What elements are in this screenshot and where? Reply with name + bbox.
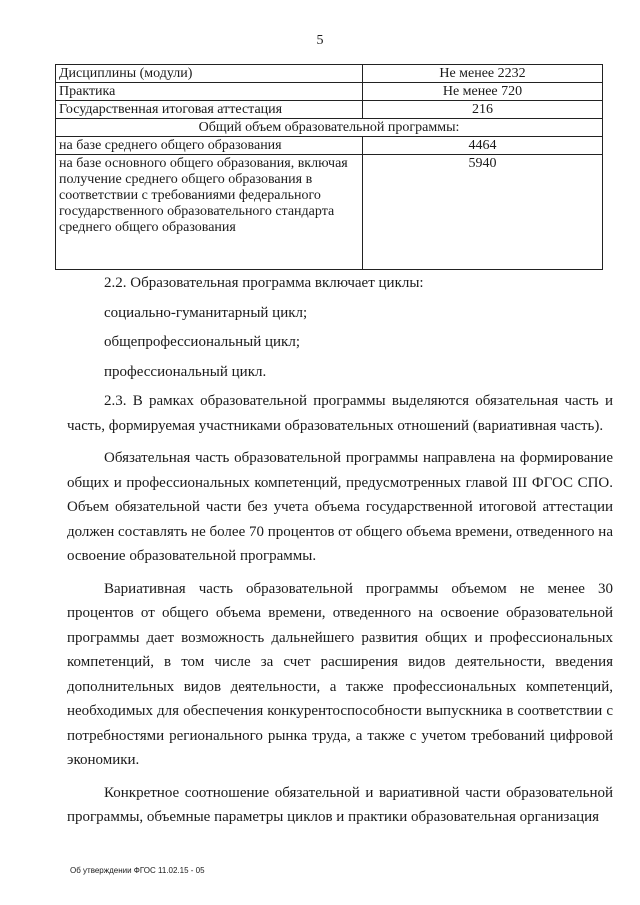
table-row — [56, 101, 603, 119]
table-cell-label: Дисциплины (модули) — [56, 65, 363, 83]
table-cell-value: 216 — [363, 101, 603, 119]
table-cell-label: Государственная итоговая аттестация — [56, 101, 363, 119]
paragraph: Вариативная часть образовательной программы объемом не менее 30 процентов от общего объема времени, отведенного на освоение образовательной программы дает возможность дальнейшего развития общих и профессиональных компетенций, в том числе за счет расширения видов деятельности, введения дополнительных видов деятельности, а также профессиональных компетенций, необходимых для обеспечения конкурентоспособности выпускника в соответствии с потребностями регионального рынка труда, а также с учетом требований цифровой экономики. — [67, 580, 613, 768]
paragraph: Конкретное соотношение обязательной и вариативной части образовательной программы, объемные параметры циклов и практики образовательная организация — [67, 784, 613, 825]
paragraph: 2.2. Образовательная программа включает циклы: — [104, 275, 424, 291]
credit-table — [55, 64, 603, 270]
list-item: общепрофессиональный цикл; — [104, 334, 300, 350]
footer-note: Об утверждении ФГОС 11.02.15 - 05 — [70, 866, 205, 875]
document-body — [67, 271, 613, 830]
table-cell-label: на базе среднего общего образования — [56, 137, 363, 155]
table-row — [56, 65, 603, 83]
table-cell-value: 5940 — [363, 155, 603, 270]
paragraph: Обязательная часть образовательной программы направлена на формирование общих и профессиональных компетенций, предусмотренных главой III ФГОС СПО. Объем обязательной части без учета объема государственной итоговой аттестации должен составлять не более 70 процентов от общего объема времени, отведенного на освоение образовательной программы. — [67, 450, 613, 564]
table-row — [56, 119, 603, 137]
table-cell-value: 4464 — [363, 137, 603, 155]
table-cell-value: Не менее 2232 — [363, 65, 603, 83]
page-number: 5 — [316, 33, 324, 48]
list-item: профессиональный цикл. — [104, 363, 267, 380]
table-row — [56, 137, 603, 155]
list-item: социально-гуманитарный цикл; — [104, 304, 308, 321]
table-row — [56, 155, 603, 270]
table-total-header: Общий объем образовательной программы: — [56, 119, 603, 137]
table-row — [56, 83, 603, 101]
table-cell-label: Практика — [56, 83, 363, 101]
table-cell-label: на базе основного общего образования, включая получение среднего общего образования в соответствии с требованиями федерального государственного образовательного стандарта среднего общего образования — [56, 155, 363, 270]
table-cell-value: Не менее 720 — [363, 83, 603, 101]
paragraph: 2.3. В рамках образовательной программы выделяются обязательная часть и часть, формируемая участниками образовательных отношений (вариативная часть). — [67, 393, 613, 434]
